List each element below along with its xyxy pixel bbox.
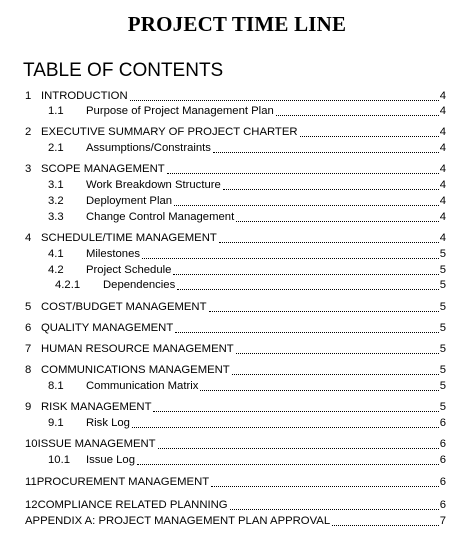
dot-leader	[232, 374, 439, 375]
toc-entry-number: 9	[25, 401, 32, 413]
dot-leader	[132, 427, 439, 428]
toc-entry-change-control[interactable]	[48, 210, 446, 225]
toc-entry-risk-log[interactable]	[48, 416, 446, 431]
toc-entry-title: SCHEDULE/TIME MANAGEMENT	[41, 232, 217, 244]
toc-entry-title: EXECUTIVE SUMMARY OF PROJECT CHARTER	[41, 126, 298, 138]
dot-leader	[219, 242, 439, 243]
dot-leader	[174, 205, 439, 206]
toc-entry-page: 5	[439, 343, 446, 355]
toc-entry-number: 4	[25, 232, 32, 244]
document-title: PROJECT TIME LINE	[127, 12, 347, 36]
dot-leader	[230, 509, 439, 510]
toc-entry-title: COMPLIANCE RELATED PLANNING	[37, 499, 228, 511]
toc-entry-milestones[interactable]	[48, 247, 446, 262]
toc-entry-title: Issue Log	[86, 454, 135, 466]
toc-entry-number: 8.1	[48, 380, 64, 392]
toc-entry-title: Communication Matrix	[86, 380, 199, 392]
toc-entry-number: 8	[25, 364, 32, 376]
toc-entry-number: 4.1	[48, 248, 64, 260]
dot-leader	[332, 525, 439, 526]
dot-leader	[223, 189, 439, 190]
toc-entry-number: 2.1	[48, 142, 64, 154]
toc-entry-number: 11	[25, 476, 37, 488]
toc-entry-title: Assumptions/Constraints	[86, 142, 211, 154]
dot-leader	[142, 258, 439, 259]
toc-entry-assumptions[interactable]	[48, 141, 446, 156]
dot-leader	[167, 173, 439, 174]
toc-entry-number: 7	[25, 343, 32, 355]
toc-entry-risk[interactable]	[25, 400, 446, 415]
dot-leader	[209, 311, 439, 312]
dot-leader	[158, 448, 439, 449]
toc-entry-procurement[interactable]	[25, 475, 446, 490]
toc-entry-page: 5	[439, 301, 446, 313]
toc-entry-page: 4	[439, 179, 446, 191]
toc-entry-number: 5	[25, 301, 32, 313]
toc-entry-schedule[interactable]	[25, 231, 446, 246]
toc-entry-title: APPENDIX A: PROJECT MANAGEMENT PLAN APPROVAL	[25, 515, 331, 527]
toc-entry-page: 6	[439, 499, 446, 511]
toc-entry-page: 6	[439, 476, 446, 488]
dot-leader	[153, 411, 438, 412]
toc-entry-human-resource[interactable]	[25, 342, 446, 357]
toc-entry-title: Project Schedule	[86, 264, 172, 276]
toc-entry-number: 3.1	[48, 179, 64, 191]
toc-entry-title: Risk Log	[86, 417, 130, 429]
toc-entry-number: 3.3	[48, 211, 64, 223]
toc-entry-number: 1.1	[48, 105, 64, 117]
toc-entry-title: INTRODUCTION	[41, 90, 128, 102]
toc-entry-compliance[interactable]	[25, 498, 446, 513]
toc-entry-page: 6	[439, 438, 446, 450]
toc-entry-issue[interactable]	[25, 437, 446, 452]
toc-entry-page: 5	[439, 279, 446, 291]
toc-entry-page: 5	[439, 322, 446, 334]
toc-entry-page: 4	[439, 90, 446, 102]
dot-leader	[137, 464, 439, 465]
toc-entry-page: 7	[439, 515, 446, 527]
toc-entry-appendix-a[interactable]	[25, 514, 446, 529]
toc-entry-wbs[interactable]	[48, 178, 446, 193]
toc-entry-communications[interactable]	[25, 363, 446, 378]
toc-entry-number: 1	[25, 90, 32, 102]
toc-entry-title: Deployment Plan	[86, 195, 173, 207]
toc-entry-project-schedule[interactable]	[48, 263, 446, 278]
toc-entry-page: 5	[439, 264, 446, 276]
toc-entry-title: QUALITY MANAGEMENT	[41, 322, 174, 334]
toc-entry-number: 3	[25, 163, 32, 175]
dot-leader	[130, 100, 439, 101]
dot-leader	[175, 332, 438, 333]
toc-entry-title: ISSUE MANAGEMENT	[37, 438, 156, 450]
toc-entry-title: Purpose of Project Management Plan	[86, 105, 274, 117]
toc-entry-title: PROCUREMENT MANAGEMENT	[36, 476, 210, 488]
dot-leader	[236, 353, 439, 354]
toc-entry-page: 5	[439, 380, 446, 392]
toc-entry-number: 12	[25, 499, 38, 511]
dot-leader	[177, 289, 438, 290]
toc-entry-introduction[interactable]	[25, 89, 446, 104]
toc-entry-number: 6	[25, 322, 32, 334]
toc-entry-page: 6	[439, 454, 446, 466]
dot-leader	[276, 115, 439, 116]
toc-entry-dependencies[interactable]	[55, 278, 446, 293]
toc-entry-page: 4	[439, 195, 446, 207]
toc-entry-title: COST/BUDGET MANAGEMENT	[41, 301, 207, 313]
toc-entry-page: 5	[439, 364, 446, 376]
toc-entry-number: 9.1	[48, 417, 64, 429]
toc-entry-page: 4	[439, 142, 446, 154]
dot-leader	[211, 486, 439, 487]
toc-entry-page: 5	[439, 248, 446, 260]
toc-entry-page: 4	[439, 126, 446, 138]
dot-leader	[200, 390, 438, 391]
toc-entry-page: 6	[439, 417, 446, 429]
dot-leader	[236, 221, 438, 222]
dot-leader	[300, 136, 439, 137]
toc-entry-quality[interactable]	[25, 321, 446, 336]
toc-entry-title: COMMUNICATIONS MANAGEMENT	[41, 364, 230, 376]
toc-entry-issue-log[interactable]	[48, 453, 446, 468]
toc-entry-title: Change Control Management	[86, 211, 235, 223]
toc-entry-number: 10	[25, 438, 38, 450]
toc-entry-title: Dependencies	[103, 279, 176, 291]
toc-entry-title: HUMAN RESOURCE MANAGEMENT	[41, 343, 234, 355]
toc-entry-page: 4	[439, 105, 446, 117]
toc-entry-title: Milestones	[86, 248, 140, 260]
toc-entry-number: 10.1	[48, 454, 70, 466]
toc-entry-page: 5	[439, 401, 446, 413]
toc-heading: TABLE OF CONTENTS	[23, 60, 224, 81]
toc-entry-title: Work Breakdown Structure	[86, 179, 221, 191]
toc-entry-number: 3.2	[48, 195, 64, 207]
toc-entry-executive-summary[interactable]	[25, 125, 446, 140]
toc-entry-deployment-plan[interactable]	[48, 194, 446, 209]
toc-entry-number: 2	[25, 126, 32, 138]
toc-entry-title: SCOPE MANAGEMENT	[41, 163, 165, 175]
toc-entry-cost-budget[interactable]	[25, 300, 446, 315]
toc-entry-page: 4	[439, 211, 446, 223]
toc-entry-number: 4.2.1	[55, 279, 81, 291]
toc-entry-number: 4.2	[48, 264, 64, 276]
toc-entry-title: RISK MANAGEMENT	[41, 401, 152, 413]
dot-leader	[173, 274, 438, 275]
toc-entry-page: 4	[439, 232, 446, 244]
toc-entry-communication-matrix[interactable]	[48, 379, 446, 394]
toc-entry-page: 4	[439, 163, 446, 175]
dot-leader	[213, 152, 439, 153]
toc-entry-purpose[interactable]	[48, 104, 446, 119]
toc-entry-scope[interactable]	[25, 162, 446, 177]
